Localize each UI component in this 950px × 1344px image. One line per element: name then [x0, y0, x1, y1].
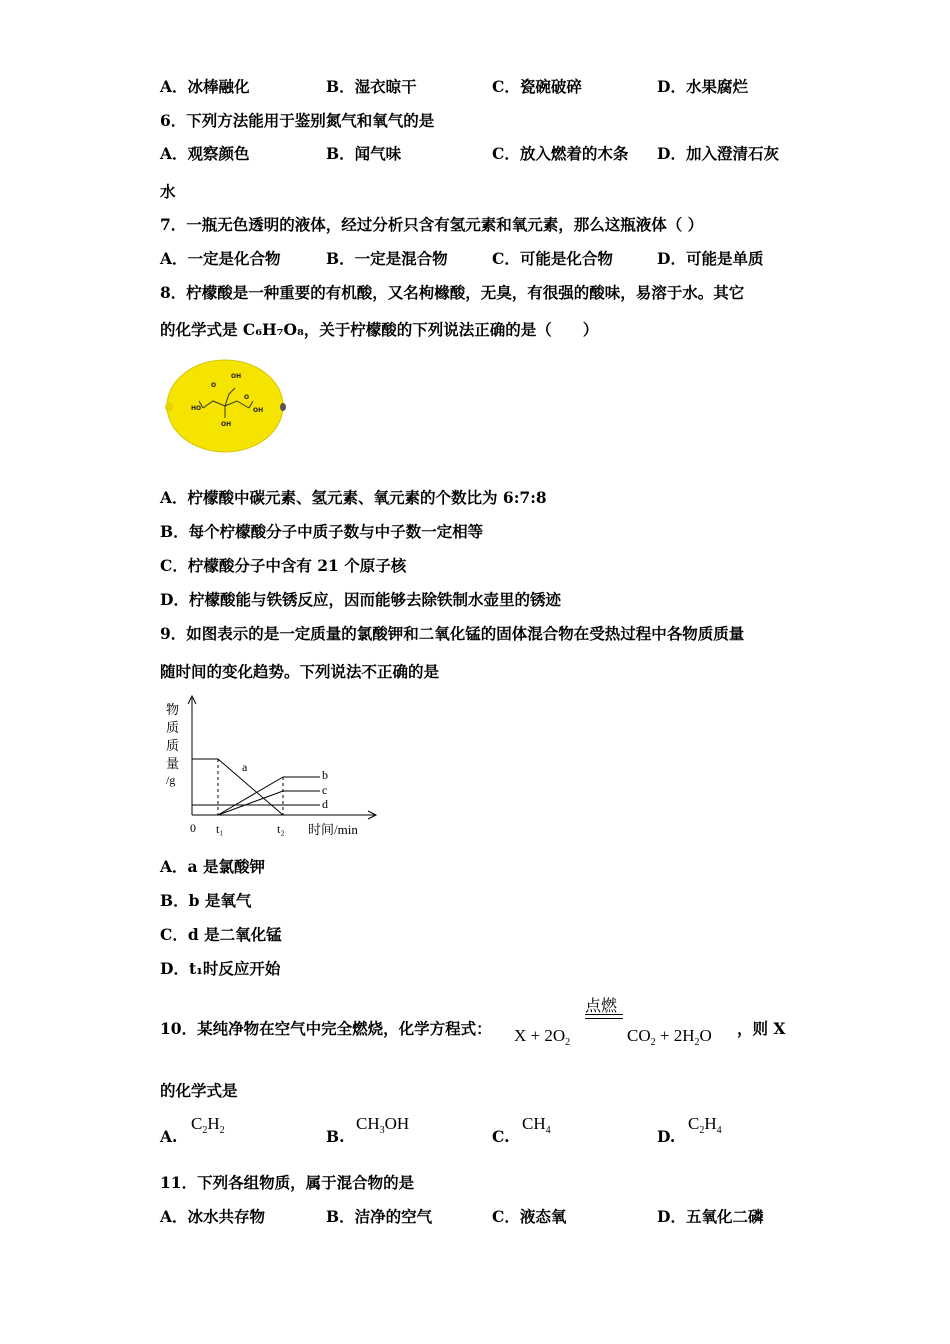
q10-stem: 10．某纯净物在空气中完全燃烧，化学方程式： [160, 1019, 492, 1038]
q9-option-d: D．t₁时反应开始 [160, 959, 281, 978]
q5-option-a: A．冰棒融化 [160, 77, 250, 96]
q7-stem: 7．一瓶无色透明的液体，经过分析只含有氢元素和氧元素，那么这瓶液体（ ） [160, 215, 704, 234]
ylabel-unit: /g [166, 773, 176, 787]
q9-option-b: B．b 是氧气 [160, 891, 252, 910]
q10-option-b-label: B. [326, 1127, 345, 1146]
label-o-2: O [244, 394, 250, 401]
ylabel-4: 量 [166, 756, 180, 771]
q11-option-b: B．洁净的空气 [326, 1207, 433, 1226]
q5-option-b: B．湿衣晾干 [326, 77, 417, 96]
q10-equals-line-bottom [585, 1018, 623, 1019]
q10-condition: 点燃 [585, 998, 618, 1015]
label-oh-bottom: OH [221, 421, 232, 428]
graph-axes [188, 696, 376, 819]
ylabel-1: 物 [166, 702, 180, 717]
q11-option-a: A．冰水共存物 [160, 1207, 266, 1226]
q6-option-c: C．放入燃着的木条 [492, 144, 629, 163]
mass-time-graph [160, 690, 390, 840]
ylabel-3: 质 [166, 738, 180, 753]
label-ho-left: HO [191, 405, 202, 412]
q6-option-a: A．观察颜色 [160, 144, 250, 163]
q10-products: $CO_2 + 2H_2O$ [627, 1026, 712, 1048]
q10-option-a-formula: $C_2H_2$ [191, 1114, 225, 1136]
q10-option-c-formula: $CH_4$ [522, 1114, 551, 1136]
series-d-label: d [322, 797, 328, 811]
q9-option-a: A．a 是氯酸钾 [160, 857, 265, 876]
q9-option-c: C．d 是二氧化锰 [160, 925, 282, 944]
ylabel-2: 质 [166, 720, 180, 735]
q9-stem-line1: 9．如图表示的是一定质量的氯酸钾和二氧化锰的固体混合物在受热过程中各物质质量 [160, 624, 745, 643]
q10-option-c-label: C. [492, 1127, 510, 1146]
q7-option-d: D．可能是单质 [657, 249, 764, 268]
q10-option-b-formula: $CH_3OH$ [356, 1114, 410, 1136]
label-oh-top: OH [231, 373, 242, 380]
q6-option-d-continued: 水 [160, 182, 176, 201]
q10-option-a-label: A. [160, 1127, 178, 1146]
q8-option-d: D．柠檬酸能与铁锈反应，因而能够去除铁制水壶里的锈迹 [160, 590, 561, 609]
q7-option-b: B．一定是混合物 [326, 249, 448, 268]
q11-stem: 11．下列各组物质，属于混合物的是 [160, 1173, 415, 1192]
q8-stem-line1: 8．柠檬酸是一种重要的有机酸，又名枸橼酸，无臭，有很强的酸味，易溶于水。其它 [160, 283, 745, 302]
q8-option-a: A．柠檬酸中碳元素、氢元素、氧元素的个数比为 6:7:8 [160, 488, 547, 507]
origin-label: 0 [190, 821, 196, 835]
q10-equals-line-top [585, 1014, 623, 1015]
q6-option-b: B．闻气味 [326, 144, 402, 163]
q7-option-c: C．可能是化合物 [492, 249, 613, 268]
lemon-citric-acid-image [163, 356, 293, 456]
q10-reactants: $X + 2O_2$ [514, 1026, 571, 1048]
q7-option-a: A．一定是化合物 [160, 249, 281, 268]
lemon-tip-left [165, 402, 173, 412]
q9-stem-line2: 随时间的变化趋势。下列说法不正确的是 [160, 662, 440, 681]
q10-option-d-formula: $C_2H_4$ [688, 1114, 722, 1136]
lemon-tip-right [280, 403, 286, 411]
series-c-label: c [322, 783, 328, 797]
series-a-label: a [242, 760, 248, 774]
xlabel: 时间/min [308, 822, 358, 837]
t2-label: t₂ [277, 822, 285, 836]
q8-stem-line2: 的化学式是 C₆H₇O₈，关于柠檬酸的下列说法正确的是（ ） [160, 320, 599, 339]
label-oh-right: OH [253, 407, 264, 414]
line-a [192, 759, 283, 815]
series-b-label: b [322, 768, 328, 782]
q10-stem-tail: ，则 X [737, 1019, 786, 1038]
q11-option-c: C．液态氧 [492, 1207, 567, 1226]
q5-option-d: D．水果腐烂 [657, 77, 748, 96]
q10-option-d-label: D. [657, 1127, 676, 1146]
q8-option-b: B．每个柠檬酸分子中质子数与中子数一定相等 [160, 522, 484, 541]
q11-option-d: D．五氧化二磷 [657, 1207, 764, 1226]
q8-option-c: C．柠檬酸分子中含有 21 个原子核 [160, 556, 407, 575]
label-o-1: O [211, 382, 217, 389]
q10-stem-line2: 的化学式是 [160, 1081, 238, 1100]
q5-option-c: C．瓷碗破碎 [492, 77, 582, 96]
t1-label: t₁ [216, 822, 224, 836]
q6-stem: 6．下列方法能用于鉴别氮气和氧气的是 [160, 111, 435, 130]
q6-option-d: D．加入澄清石灰 [657, 144, 779, 163]
